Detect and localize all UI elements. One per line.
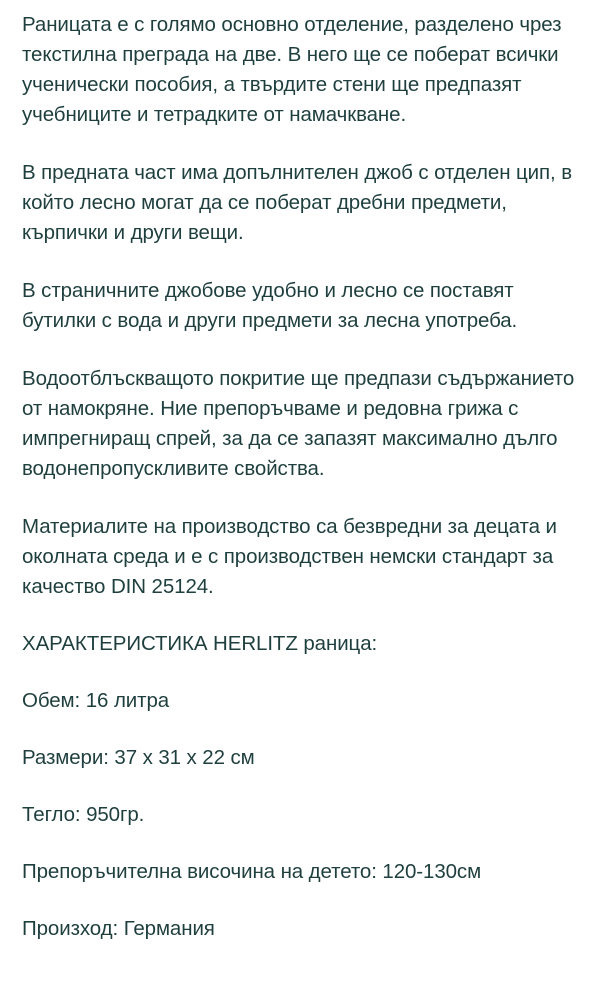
spec-origin: Произход: Германия bbox=[22, 917, 215, 940]
paragraph-main-compartment: Раницата е с голямо основно отделение, разделено чрез текстилна преграда на две. В него ще се поберат всички ученически пособия, а твърдите стени ще предпазят учебниците и тетрадките от намачкване. bbox=[22, 13, 562, 126]
product-description bbox=[22, 10, 582, 944]
specs-heading: ХАРАКТЕРИСТИКА HERLITZ раница: bbox=[22, 632, 378, 655]
spec-weight: Тегло: 950гр. bbox=[22, 803, 145, 826]
paragraph-water-repellent: Водоотблъскващото покритие ще предпази съдържанието от намокряне. Ние препоръчваме и редовна грижа с импрегниращ спрей, за да се запазят максимално дълго водонепропускливите свойства. bbox=[22, 367, 575, 480]
paragraph-front-pocket: В предната част има допълнителен джоб с отделен цип, в който лесно могат да се поберат дребни предмети, кърпички и други вещи. bbox=[22, 161, 572, 244]
paragraph-materials: Материалите на производство са безвредни за децата и околната среда и е с производствен немски стандарт за качество DIN 25124. bbox=[22, 515, 557, 598]
spec-dimensions: Размери: 37 x 31 x 22 см bbox=[22, 746, 255, 769]
paragraph-side-pockets: В страничните джобове удобно и лесно се поставят бутилки с вода и други предмети за лесна употреба. bbox=[22, 279, 518, 332]
spec-volume: Обем: 16 литра bbox=[22, 689, 170, 712]
spec-recommended-height: Препоръчителна височина на детето: 120-130см bbox=[22, 860, 482, 883]
